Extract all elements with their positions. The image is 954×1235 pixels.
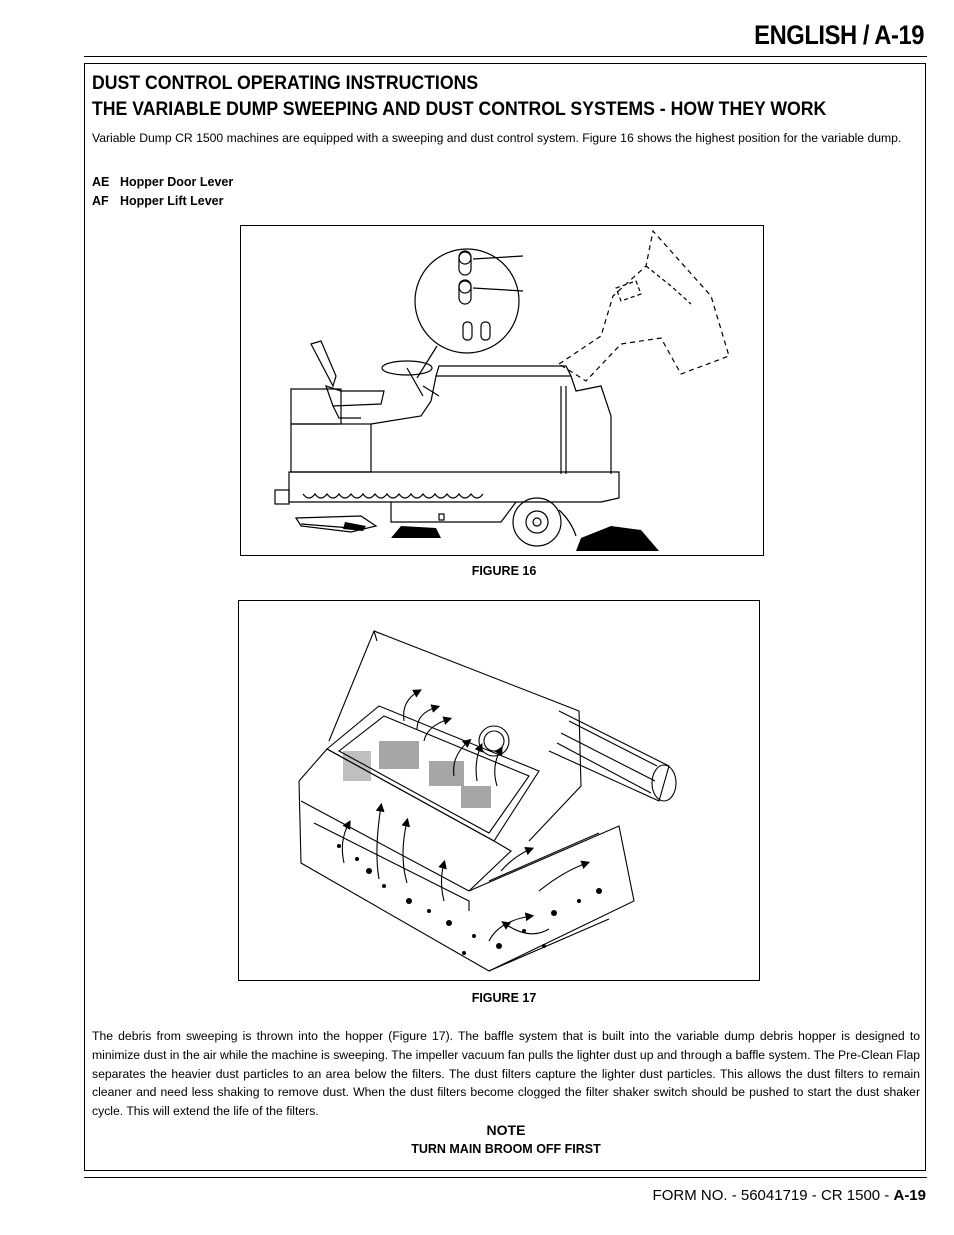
- figure-17-caption: FIGURE 17: [471, 991, 537, 1005]
- figure-16-sweeper-illustration: [240, 225, 764, 556]
- figure-17-hopper-illustration: [238, 600, 760, 981]
- page-header-title: ENGLISH / A-19: [754, 20, 924, 50]
- legend-label: Hopper Lift Lever: [120, 194, 224, 208]
- section-subtitle: THE VARIABLE DUMP SWEEPING AND DUST CONTROL SYSTEMS - HOW THEY WORK: [92, 99, 827, 120]
- note-text: TURN MAIN BROOM OFF FIRST: [411, 1142, 601, 1156]
- hopper-dust-flow-drawing: [239, 601, 758, 979]
- note-heading: NOTE: [486, 1122, 526, 1138]
- section-title: DUST CONTROL OPERATING INSTRUCTIONS: [92, 73, 479, 94]
- legend-code: AE: [92, 175, 110, 189]
- legend-item-ae: [92, 175, 233, 189]
- legend-code: AF: [92, 194, 109, 208]
- footer-form-number: FORM NO. - 56041719 - CR 1500 -: [652, 1187, 894, 1204]
- intro-paragraph: Variable Dump CR 1500 machines are equipped with a sweeping and dust control system. Figure 16 shows the highest position for the variable dump.: [92, 131, 902, 145]
- header-rule: [84, 56, 927, 57]
- sweeper-side-view-drawing: [241, 226, 762, 554]
- page-footer: [653, 1187, 926, 1204]
- legend-item-af: [92, 194, 224, 208]
- footer-page-number: A-19: [893, 1187, 926, 1204]
- legend-label: Hopper Door Lever: [120, 175, 234, 189]
- body-paragraph: The debris from sweeping is thrown into the hopper (Figure 17). The baffle system that is built into the variable dump debris hopper is designed to minimize dust in the air while the machine is sweeping. The impeller vacuum fan pulls the lighter dust up and through a baffle system. The Pre-Clean Flap separates the heavier dust particles to an area below the filters. The dust filters capture the lighter dust particles. This allows the dust filters to remain cleaner and need less shaking to remove dust. When the dust filters become clogged the filter shaker switch should be pushed to start the dust shaker cycle. This will extend the life of the filters.: [92, 1029, 920, 1119]
- content-box: [84, 63, 926, 1171]
- figure-16-caption: FIGURE 16: [471, 564, 537, 578]
- footer-rule: [84, 1177, 927, 1178]
